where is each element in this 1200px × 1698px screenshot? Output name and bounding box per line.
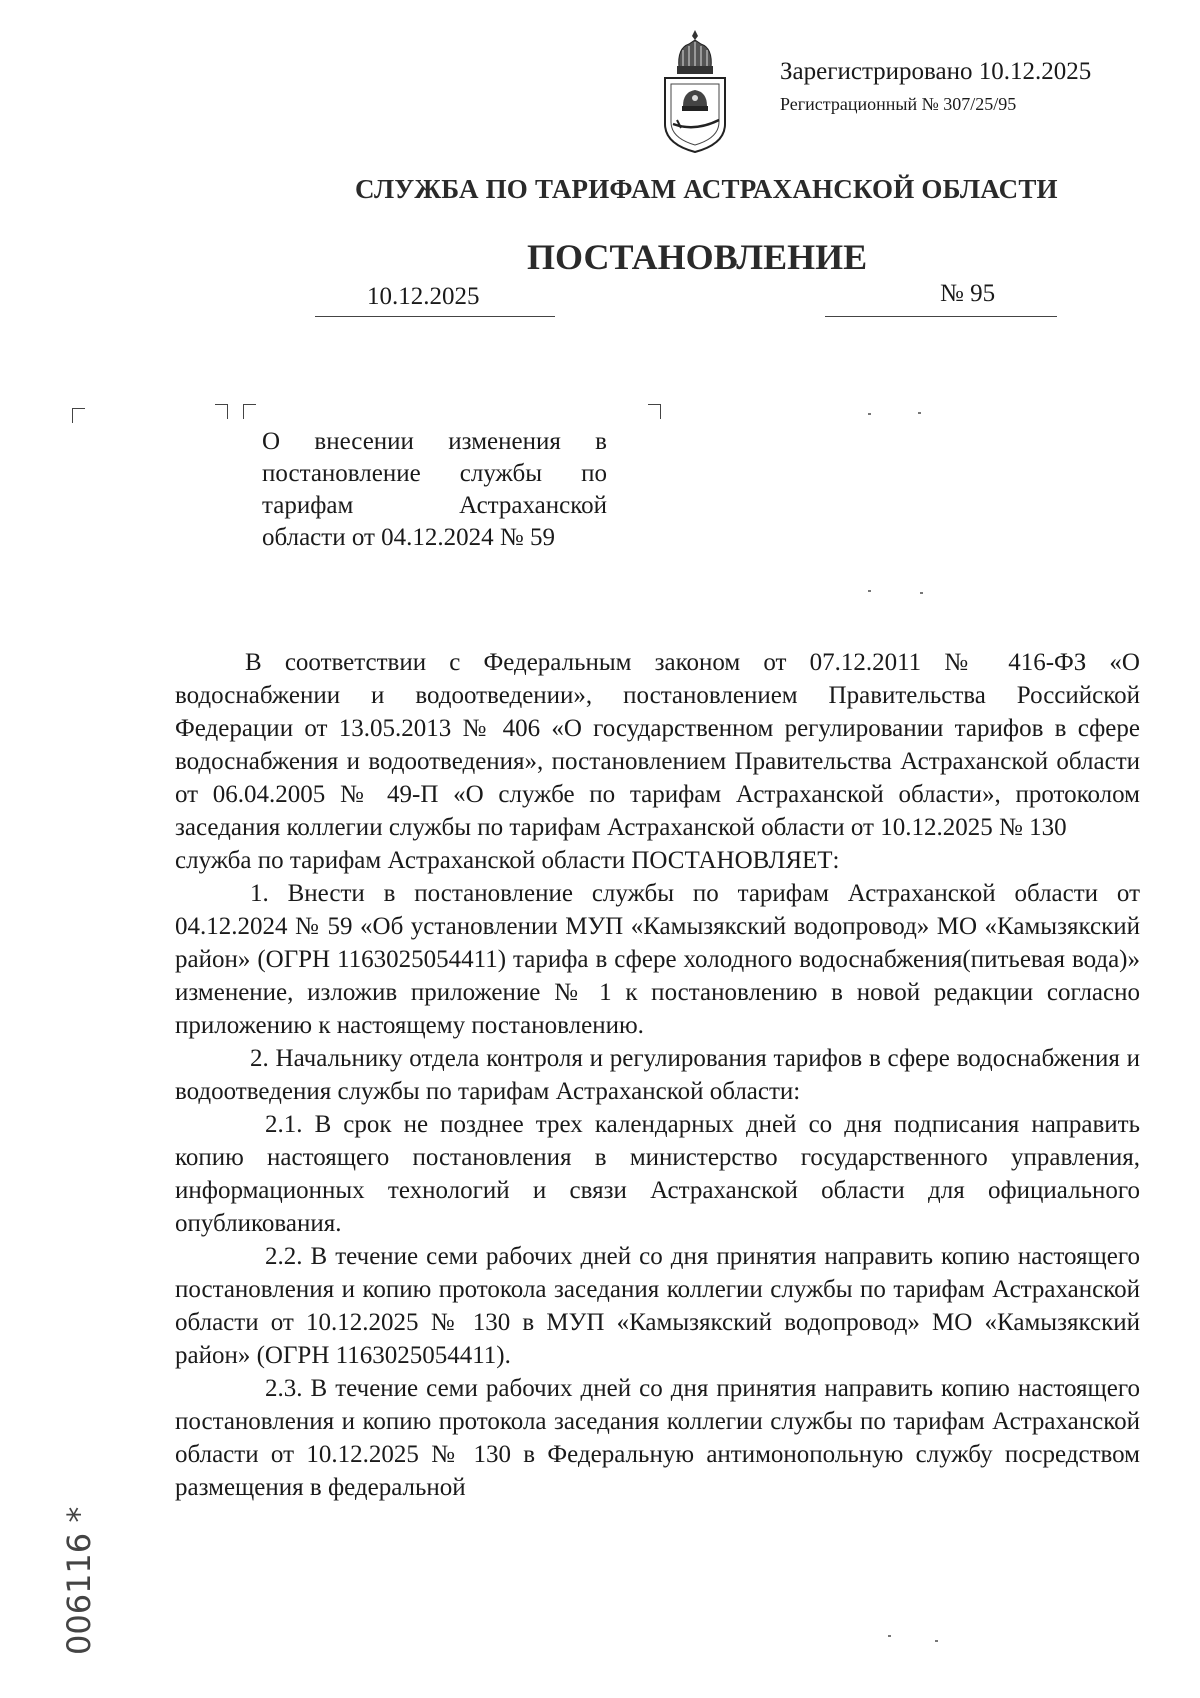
item-2-3-paragraph: 2.3. В течение семи рабочих дней со дня принятия направить копию настоящего постановления и копию протокола заседания коллегии службы по тарифам Астраханской области от 10.12.2025 № 130 в Федеральную антимонопольную службу посредством размещения в федеральной <box>175 1375 1140 1501</box>
subject-line: О внесении изменения в <box>262 428 607 455</box>
subject-line: области от 04.12.2024 № 59 <box>262 524 556 551</box>
margin-code <box>60 1445 100 1655</box>
item-2-2-paragraph: 2.2. В течение семи рабочих дней со дня принятия направить копию настоящего постановления и копию протокола заседания коллегии службы по тарифам Астраханской области от 10.12.2025 № 130 в МУП «Камызякский водопровод» МО «Камызякский район» (ОГРН 1163025054411). <box>175 1243 1140 1369</box>
scan-speck <box>868 413 871 415</box>
scan-speck <box>920 592 923 594</box>
item-2-paragraph: 2. Начальнику отдела контроля и регулирования тарифов в сфере водоснабжения и водоотведения службы по тарифам Астраханской области: <box>175 1045 1140 1105</box>
document-type: ПОСТАНОВЛЕНИЕ <box>527 237 868 277</box>
document-date-field <box>315 283 555 317</box>
coat-of-arms-icon <box>655 28 735 154</box>
subject-line: постановление службы по <box>262 460 607 487</box>
registration-date: Зарегистрировано 10.12.2025 <box>780 58 1092 85</box>
preamble-paragraph: В соответствии с Федеральным законом от 07.12.2011 № 416-ФЗ «О водоснабжении и водоотведении», постановлением Правительства Российской Федерации от 13.05.2013 № 406 «О государственном регулировании тарифов в сфере водоснабжения и водоотведения», постановлением Правительства Астраханской области от 06.04.2005 № 49-П «О службе по тарифам Астраханской области», протоколом заседания коллегии службы по тарифам Астраханской области от 10.12.2025 № 130 <box>175 649 1140 841</box>
subject-line: тарифам Астраханской <box>262 492 607 519</box>
resolution-line: служба по тарифам Астраханской области ПОСТАНОВЛЯЕТ: <box>175 847 840 874</box>
corner-mark <box>648 404 661 419</box>
item-1-paragraph: 1. Внести в постановление службы по тарифам Астраханской области от 04.12.2024 № 59 «Об установлении МУП «Камызякский водопровод» МО «Камызякский район» (ОГРН 1163025054411) тарифа в сфере холодного водоснабжения(питьевая вода)» изменение, изложив приложение № 1 к постановлению в новой редакции согласно приложению к настоящему постановлению. <box>175 880 1140 1039</box>
scan-speck <box>868 590 871 592</box>
registration-number: Регистрационный № 307/25/95 <box>780 94 1017 114</box>
scan-speck <box>935 1640 938 1642</box>
document-subject <box>262 426 607 554</box>
document-number-field <box>825 280 1057 317</box>
document-date: 10.12.2025 <box>367 283 480 310</box>
document-body <box>175 646 1140 1504</box>
document-number: № 95 <box>940 280 996 307</box>
corner-mark <box>215 404 228 419</box>
agency-title: СЛУЖБА ПО ТАРИФАМ АСТРАХАНСКОЙ ОБЛАСТИ <box>355 174 1058 204</box>
corner-mark <box>72 408 85 423</box>
item-2-1-paragraph: 2.1. В срок не позднее трех календарных дней со дня подписания направить копию настоящего постановления в министерство государственного управления, информационных технологий и связи Астраханской области для официального опубликования. <box>175 1111 1140 1237</box>
scan-speck <box>888 1635 891 1637</box>
corner-mark <box>243 404 256 419</box>
scan-speck <box>918 412 921 414</box>
margin-code-text: 006116 * <box>60 1506 98 1655</box>
